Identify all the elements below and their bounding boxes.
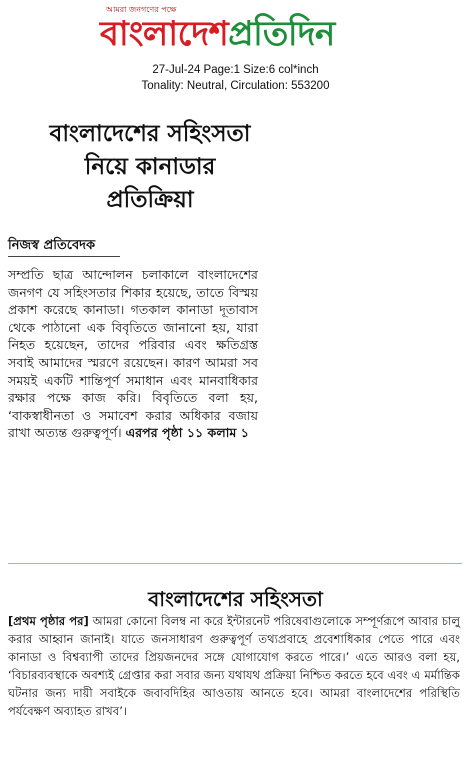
clipping-date-page-size: 27-Jul-24 Page:1 Size:6 col*inch [152,64,319,76]
continuation-paragraph [8,612,460,720]
continuation-label: [প্রথম পৃষ্ঠার পর] [8,614,89,628]
byline-underline [8,256,120,257]
lead-text: সম্প্রতি ছাত্র আন্দোলন চলাকালে বাংলাদেশের জনগণ যে সহিংসতার শিকার হয়েছে, তাতে বিস্ময় প্রকাশ করেছে কানাডা। গতকাল কানাডা দূতাবাস থেকে পাঠানো এক বিবৃতিতে জানানো হয়, যারা নিহত হয়েছেন, তাদের পরিবার এবং ক্ষতিগ্রস্ত সবাই আমাদের স্মরণে রয়েছেন। কারণ আমরা সব সময়ই একটি শান্তিপূর্ণ সমাধান এবং মানবাধিকার রক্ষার পক্ষে কাজ করি। বিবৃতিতে বলা হয়, ‘বাকস্বাধীনতা ও সমাবেশ করার অধিকার বজায় রাখা অত্যন্ত গুরুত্বপূর্ণ। [8,267,258,441]
section-divider [8,563,462,564]
headline-line-2: নিয়ে কানাডার [84,154,216,180]
jump-reference: এরপর পৃষ্ঠা ১১ কলাম ১ [125,425,249,441]
newspaper-logo [100,12,335,56]
logo-part-protidin: প্রতিদিন [228,14,335,54]
masthead-tagline: আমরা জনগণের পক্ষে [106,5,177,14]
article-lead-paragraph [8,266,258,442]
logo-part-bangladesh: বাংলাদেশ [100,14,229,54]
article-byline: নিজস্ব প্রতিবেদক [8,238,96,253]
headline-line-1: বাংলাদেশের সহিংসতা [49,121,251,147]
newspaper-masthead [0,0,471,62]
clipping-tonality-circulation: Tonality: Neutral, Circulation: 553200 [141,80,330,92]
article-headline [0,118,300,217]
headline-line-3: প্রতিক্রিয়া [106,187,194,213]
continuation-text: আমরা কোনো বিলম্ব না করে ইন্টারনেট পরিষেবাগুলোকে সম্পূর্ণরূপে আবার চালু করার আহ্বান জানাই। যাতে জনসাধারণ গুরুত্বপূর্ণ তথ্যপ্রবাহে প্রবেশাধিকার পেতে পারে এবং কানাডা ও বিশ্বব্যাপী তাদের প্রিয়জনদের সঙ্গে যোগাযোগ করতে পারে।’ এতে আরও বলা হয়, ‘বিচারব্যবস্থাকে অবশ্যই গ্রেপ্তার করা সবার জন্য যথাযথ প্রক্রিয়া নিশ্চিত করতে হবে এবং এ মর্মান্তিক ঘটনার জন্য দায়ী সবাইকে জবাবদিহির আওতায় আনতে হবে। আমরা বাংলাদেশের পরিস্থিতি পর্যবেক্ষণ অব্যাহত রাখব’। [8,614,460,718]
continuation-heading: বাংলাদেশের সহিংসতা [148,587,323,611]
